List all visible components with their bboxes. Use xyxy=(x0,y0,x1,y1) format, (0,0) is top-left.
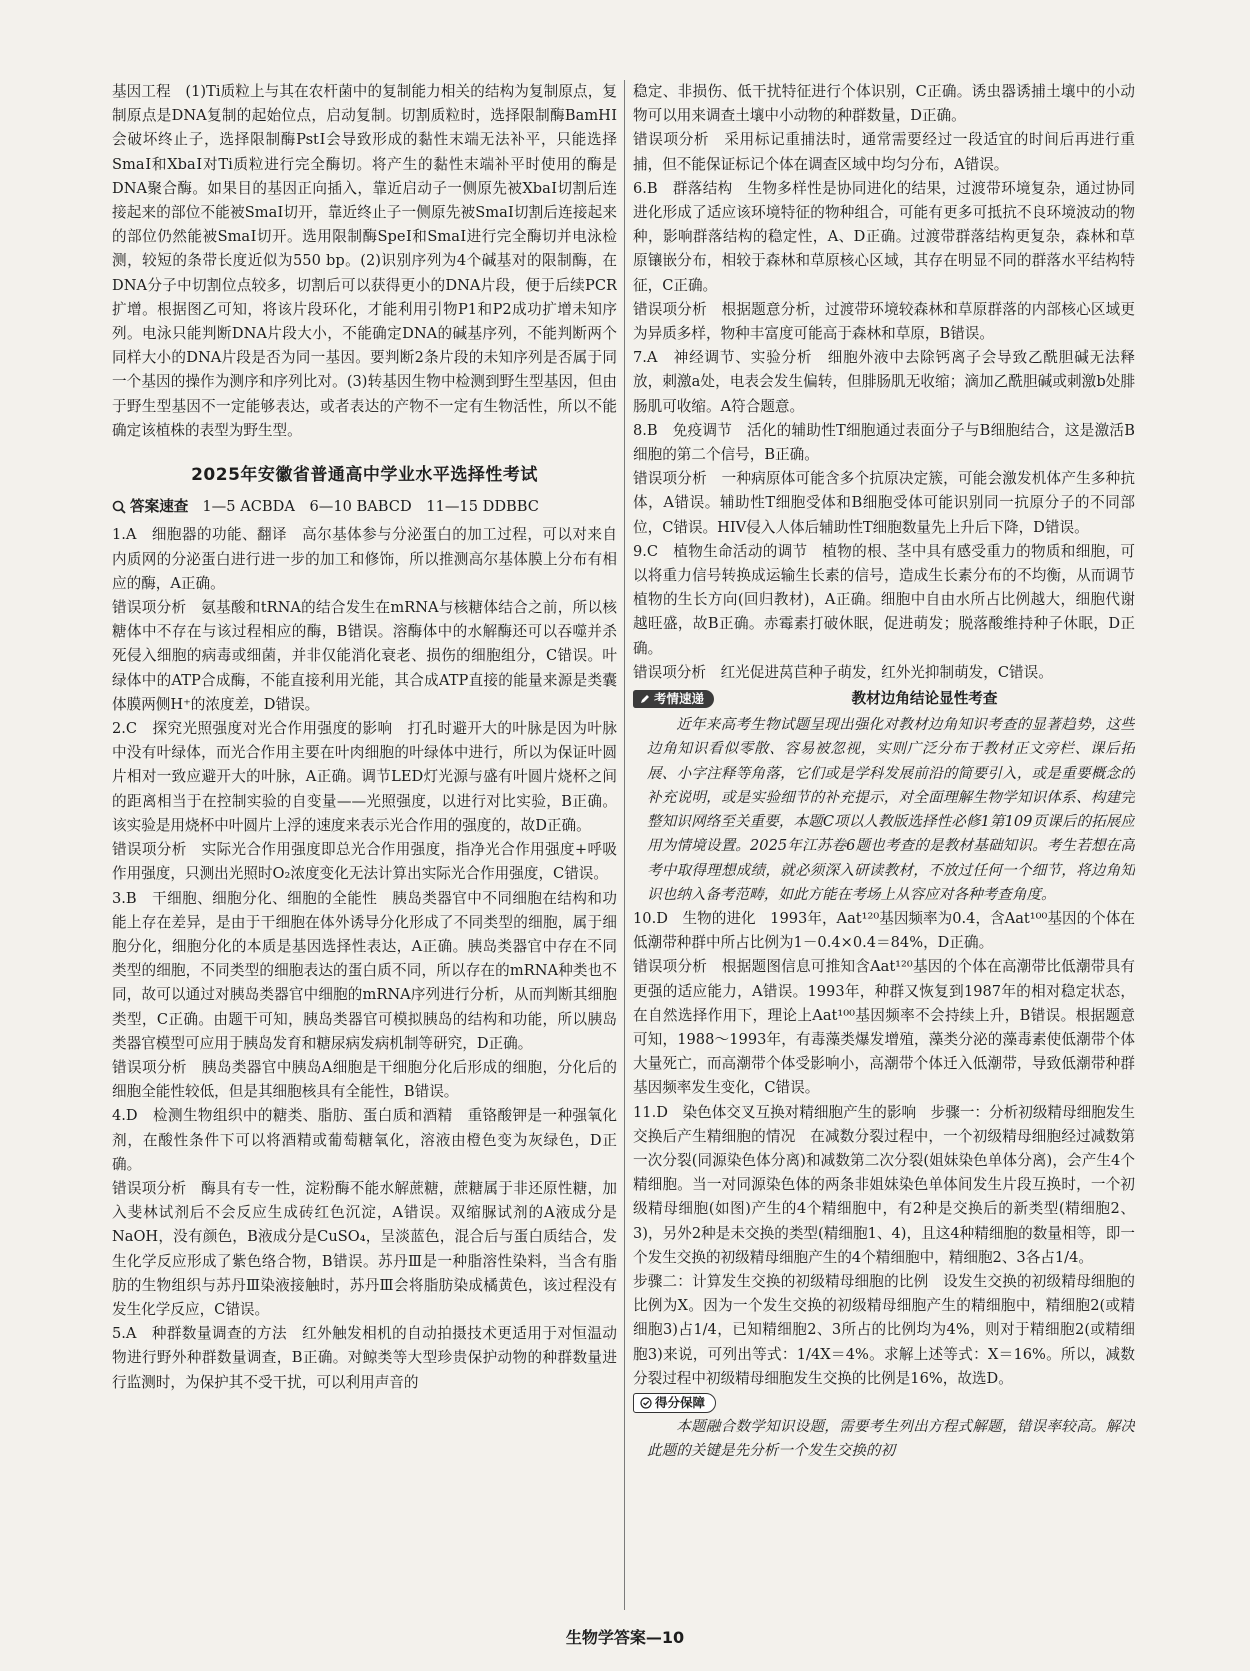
exam-insight-tag-label: 考情速递 xyxy=(654,691,705,707)
answer-quick-label-wrap xyxy=(112,495,188,519)
pencil-icon xyxy=(639,693,651,705)
answer-q2-error-analysis: 错误项分析 实际光合作用强度即总光合作用强度，指净光合作用强度+呼吸作用强度，只测出光照时O₂浓度变化无法计算出实际光合作用强度，C错误。 xyxy=(112,841,617,883)
answer-q9-error-analysis: 错误项分析 红光促进莴苣种子萌发，红外光抑制萌发，C错误。 xyxy=(633,663,1053,681)
exam-insight-title: 教材边角结论显性考查 xyxy=(851,690,998,708)
answer-quick-row xyxy=(112,495,617,519)
answer-quick-value: 1—5 ACBDA 6—10 BABCD 11—15 DDBBC xyxy=(202,498,539,516)
column-divider xyxy=(624,80,625,1610)
answer-q3: 3.B 干细胞、细胞分化、细胞的全能性 胰岛类器官中不同细胞在结构和功能上存在差异，是由于干细胞在体外诱导分化形成了不同类型的细胞，属于细胞分化，细胞分化的本质是基因选择性表达，A正确。胰岛类器官中存在不同类型的细胞，不同类型的细胞表达的蛋白质不同，所以存在的mRNA种类也不同，故可以通过对胰岛类器官中细胞的mRNA序列进行分析，从而判断其细胞类型，C正确。由题干可知，胰岛类器官可模拟胰岛的结构和功能，所以胰岛类器官模型可应用于胰岛发育和糖尿病发病机制等研究，D正确。 xyxy=(112,889,617,1052)
answer-q4: 4.D 检测生物组织中的糖类、脂肪、蛋白质和酒精 重铬酸钾是一种强氧化剂，在酸性条件下可以将酒精或葡萄糖氧化，溶液由橙色变为灰绿色，D正确。 xyxy=(112,1107,617,1173)
genetic-engineering-answer: 基因工程 (1)Ti质粒上与其在农杆菌中的复制能力相关的结构为复制原点，复制原点是DNA复制的起始位点，启动复制。切割质粒时，选择限制酶BamHⅠ会破坏终止子，选择限制酶PstⅠ会导致形成的黏性末端无法补平，只能选择SmaⅠ和XbaⅠ对Ti质粒进行完全酶切。将产生的黏性末端补平时使用的酶是DNA聚合酶。如果目的基因正向插入，靠近启动子一侧原先被XbaⅠ切割后连接起来的部位不能被SmaⅠ切开，靠近终止子一侧原先被SmaⅠ切割后连接起来的部位仍然能被SmaⅠ切开。选用限制酶SpeⅠ和SmaⅠ进行完全酶切并电泳检测，较短的条带长度近似为550 bp。(2)识别序列为4个碱基对的限制酶，在DNA分子中切割位点较多，切割后可以获得更小的DNA片段，便于后续PCR扩增。根据图乙可知，将该片段环化，才能利用引物P1和P2成功扩增未知序列。电泳只能判断DNA片段大小，不能确定DNA的碱基序列，不能判断两个同样大小的DNA片段是否为同一基因。要判断2条片段的未知序列是否属于同一个基因的操作为测序和序列比对。(3)转基因生物中检测到野生型基因，但由于野生型基因不一定能够表达，或者表达的产物不一定有生物活性，所以不能确定该植株的表型为野生型。 xyxy=(112,83,617,439)
answer-q2: 2.C 探究光照强度对光合作用强度的影响 打孔时避开大的叶脉是因为叶脉中没有叶绿体，而光合作用主要在叶肉细胞的叶绿体中进行，所以为保证叶圆片相对一致应避开大的叶脉，A正确。调节LED灯光源与盛有叶圆片烧杯之间的距离相当于在控制实验的自变量——光照强度，以进行对比实验，B正确。该实验是用烧杯中叶圆片上浮的速度来表示光合作用的强度的，故D正确。 xyxy=(112,720,617,834)
answer-q5-error-analysis: 错误项分析 采用标记重捕法时，通常需要经过一段适宜的时间后再进行重捕，但不能保证标记个体在调查区域中均匀分布，A错误。 xyxy=(633,131,1135,173)
exam-insight-header xyxy=(633,687,1135,711)
answer-q7: 7.A 神经调节、实验分析 细胞外液中去除钙离子会导致乙酰胆碱无法释放，刺激a处，电表会发生偏转，但腓肠肌无收缩；滴加乙酰胆碱或刺激b处腓肠肌可收缩。A符合题意。 xyxy=(633,349,1135,415)
score-guarantee-tag-label: 得分保障 xyxy=(655,1394,706,1410)
answer-q1: 1.A 细胞器的功能、翻译 高尔基体参与分泌蛋白的加工过程，可以对来自内质网的分泌蛋白进行进一步的加工和修饰，所以推测高尔基体膜上分布有相应的酶，A正确。 xyxy=(112,526,617,592)
answer-q9: 9.C 植物生命活动的调节 植物的根、茎中具有感受重力的物质和细胞，可以将重力信号转换成运输生长素的信号，造成生长素分布的不均衡，从而调节植物的生长方向(回归教材)，A正确。细胞中自由水所占比例越大，细胞代谢越旺盛，故B正确。赤霉素打破休眠，促进萌发；脱落酸维持种子休眠，D正确。 xyxy=(633,542,1135,657)
answer-q6-error-analysis: 错误项分析 根据题意分析，过渡带环境较森林和草原群落的内部核心区域更为异质多样，物种丰富度可能高于森林和草原，B错误。 xyxy=(633,300,1135,343)
check-icon xyxy=(640,1397,652,1409)
answer-q5: 5.A 种群数量调查的方法 红外触发相机的自动拍摄技术更适用于对恒温动物进行野外种群数量调查，B正确。对鲸类等大型珍贵保护动物的种群数量进行监测时，为保护其不受干扰，可以利用声音的 xyxy=(112,1325,617,1391)
score-guarantee-tag xyxy=(633,1393,716,1413)
answer-q3-error-analysis: 错误项分析 胰岛类器官中胰岛A细胞是干细胞分化后形成的细胞，分化后的细胞全能性较低，但是其细胞核具有全能性，B错误。 xyxy=(112,1058,617,1101)
search-icon xyxy=(112,500,126,514)
answer-q11: 11.D 染色体交叉互换对精细胞产生的影响 步骤一：分析初级精母细胞发生交换后产生精细胞的情况 在减数分裂过程中，一个初级精母细胞经过减数第一次分裂(同源染色体分离)和减数第二次分裂(姐妹染色单体分离)，会产生4个精细胞。当一对同源染色体的两条非姐妹染色单体间发生片段互换时，一个初级精母细胞(如图)产生的4个精细胞中，有2种是交换后的新类型(精细胞2、3)，另外2种是未交换的类型(精细胞1、4)，且这4种精细胞的数量相等，即一个发生交换的初级精母细胞产生的4个精细胞中，精细胞2、3各占1/4。 xyxy=(633,1103,1135,1266)
answer-quick-label: 答案速查 xyxy=(130,498,189,516)
score-guarantee-text: 本题融合数学知识设题，需要考生列出方程式解题，错误率较高。解决此题的关键是先分析一个发生交换的初 xyxy=(647,1417,1135,1460)
exam-insight-text: 近年来高考生物试题呈现出强化对教材边角知识考查的显著趋势，这些边角知识看似零散、容易被忽视，实则广泛分布于教材正文旁栏、课后拓展、小字注释等角落，它们或是学科发展前沿的简要引入，或是重要概念的补充说明，或是实验细节的补充提示，对全面理解生物学知识体系、构建完整知识网络至关重要，本题C项以人教版选择性必修1第109页课后的拓展应用为情境设置。2025年江苏卷6题也考查的是教材基础知识。考生若想在高考中取得理想成绩，就必须深入研读教材，不放过任何一个细节，将边角知识也纳入备考范畴，如此方能在考场上从容应对各种考查角度。 xyxy=(647,716,1135,903)
answer-q6: 6.B 群落结构 生物多样性是协同进化的结果，过渡带环境复杂，通过协同进化形成了适应该环境特征的物种组合，可能有更多可抵抗不良环境波动的物种，影响群落结构的稳定性，A、D正确。过渡带群落结构更复杂，森林和草原镶嵌分布，相较于森林和草原核心区域，其存在明显不同的群落水平结构特征，C正确。 xyxy=(633,179,1135,294)
answer-q8-error-analysis: 错误项分析 一种病原体可能含多个抗原决定簇，可能会激发机体产生多种抗体，A错误。辅助性T细胞受体和B细胞受体可能识别同一抗原分子的不同部位，C错误。HIV侵入人体后辅助性T细胞数量先上升后下降，D错误。 xyxy=(633,470,1135,536)
score-guarantee-header xyxy=(633,1393,1135,1413)
answer-q10: 10.D 生物的进化 1993年，Aat¹²⁰基因频率为0.4，含Aat¹⁰⁰基因的个体在低潮带种群中所占比例为1－0.4×0.4＝84%，D正确。 xyxy=(633,909,1135,952)
answer-q4-error-analysis: 错误项分析 酶具有专一性，淀粉酶不能水解蔗糖，蔗糖属于非还原性糖，加入斐林试剂后不会反应生成砖红色沉淀，A错误。双缩脲试剂的A液成分是NaOH，没有颜色，B液成分是CuSO₄，呈淡蓝色，混合后与蛋白质结合，发生化学反应形成了紫色络合物，B错误。苏丹Ⅲ是一种脂溶性染料，当含有脂肪的生物组织与苏丹Ⅲ染液接触时，苏丹Ⅲ会将脂肪染成橘黄色，该过程没有发生化学反应，C错误。 xyxy=(112,1179,617,1318)
answer-q8: 8.B 免疫调节 活化的辅助性T细胞通过表面分子与B细胞结合，这是激活B细胞的第二个信号，B正确。 xyxy=(633,421,1135,464)
answer-q5-continued: 稳定、非损伤、低干扰特征进行个体识别，C正确。诱虫器诱捕土壤中的小动物可以用来调查土壤中小动物的种群数量，D正确。 xyxy=(633,83,1135,125)
answer-q1-error-analysis: 错误项分析 氨基酸和tRNA的结合发生在mRNA与核糖体结合之前，所以核糖体中不存在与该过程相应的酶，B错误。溶酶体中的水解酶还可以吞噬并杀死侵入细胞的病毒或细菌，并非仅能消化衰老、损伤的细胞组分，C错误。叶绿体中的ATP合成酶，不能直接利用光能，其合成ATP直接的能量来源是类囊体膜两侧H⁺的浓度差，D错误。 xyxy=(112,599,617,713)
page-footer: 生物学答案—10 xyxy=(565,1628,685,1647)
exam-title: 2025年安徽省普通高中学业水平选择性考试 xyxy=(191,465,538,486)
exam-insight-tag xyxy=(633,690,714,708)
answer-q11-step2: 步骤二：计算发生交换的初级精母细胞的比例 设发生交换的初级精母细胞的比例为X。因为一个发生交换的初级精母细胞产生的精细胞中，精细胞2(或精细胞3)占1/4，已知精细胞2、3所占的比例均为4%，则对于精细胞2(或精细胞3)来说，可列出等式：1/4X＝4%。求解上述等式：X＝16%。所以，减数分裂过程中初级精母细胞发生交换的比例是16%，故选D。 xyxy=(633,1272,1135,1387)
left-column xyxy=(112,80,617,1601)
right-column xyxy=(633,80,1135,1601)
answer-q10-error-analysis: 错误项分析 根据题图信息可推知含Aat¹²⁰基因的个体在高潮带比低潮带具有更强的适应能力，A错误。1993年，种群又恢复到1987年的相对稳定状态，在自然选择作用下，理论上Aat¹⁰⁰基因频率不会持续上升，B错误。根据题意可知，1988～1993年，有毒藻类爆发增殖，藻类分泌的藻毒素使低潮带个体大量死亡，而高潮带个体受影响小，高潮带个体迁入低潮带，导致低潮带种群基因频率发生变化，C错误。 xyxy=(633,958,1135,1097)
